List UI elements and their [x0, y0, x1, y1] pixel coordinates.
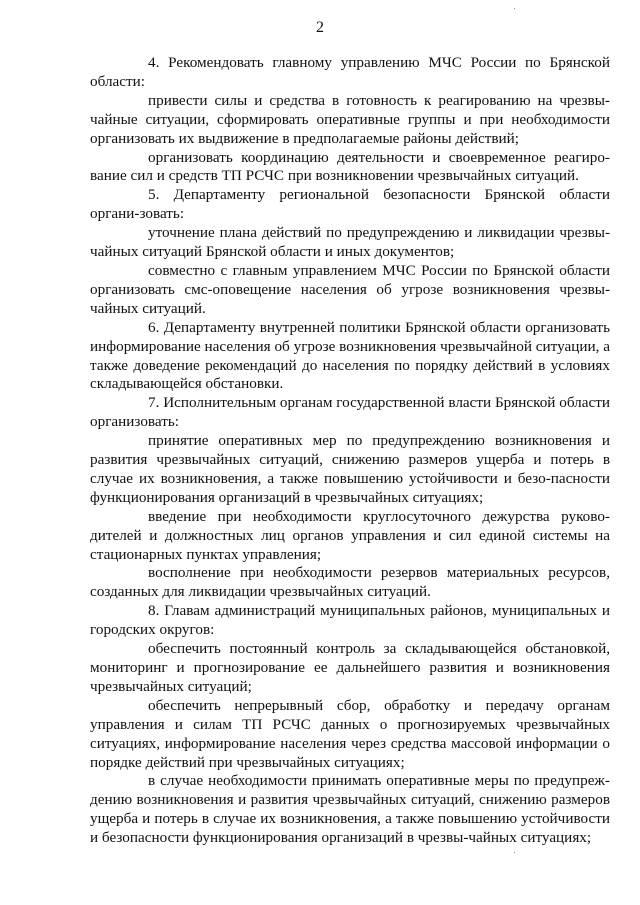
paragraph-sms-alert: совместно с главным управлением МЧС России по Брянской области организовать смс-оповещение населения об угрозе возникновения чрезвы-чайных ситуаций. — [90, 261, 610, 317]
scan-speck — [514, 852, 515, 853]
paragraph-item-8: 8. Главам администраций муниципальных районов, муниципальных и городских округов: — [90, 602, 610, 639]
paragraph-plan-refinement: уточнение плана действий по предупреждению и ликвидации чрезвы-чайных ситуаций Брянской области и иных документов; — [90, 224, 610, 261]
paragraph-forces-readiness: привести силы и средства в готовность к реагированию на чрезвы-чайные ситуации, сформировать оперативные группы и при необходимости организовать их выдвижение в предполагаемые районы действий; — [90, 91, 610, 147]
paragraph-item-6: 6. Департаменту внутренней политики Брянской области организовать информирование населения об угрозе возникновения чрезвычайной ситуации, а также доведение рекомендаций до населения по порядку действий в условиях складывающейся обстановки. — [90, 318, 610, 393]
paragraph-item-4: 4. Рекомендовать главному управлению МЧС России по Брянской области: — [90, 54, 610, 90]
paragraph-reserves: восполнение при необходимости резервов материальных ресурсов, созданных для ликвидации чрезвычайных ситуаций. — [90, 564, 610, 601]
paragraph-monitoring: обеспечить постоянный контроль за складывающейся обстановкой, мониторинг и прогнозирование ее дальнейшего развития и возникновения чрезвычайных ситуаций; — [90, 640, 610, 695]
paragraph-item-7: 7. Исполнительным органам государственной власти Брянской области организовать: — [90, 394, 611, 431]
paragraph-operational-measures: принятие оперативных мер по предупреждению возникновения и развития чрезвычайных ситуаций, снижению размеров ущерба и потерь в случае их возникновения, а также повышению устойчивости и безо-пасности функционирования организаций в чрезвычайных ситуациях; — [90, 432, 610, 506]
scan-speck — [514, 8, 515, 9]
page-number: 2 — [316, 19, 324, 36]
paragraph-duty-introduction: введение при необходимости круглосуточного дежурства руково-дителей и должностных лиц органов управления и сил единой системы на стационарных пунктах управления; — [90, 507, 610, 563]
paragraph-coordination: организовать координацию деятельности и своевременное реагиро-вание сил и средств ТП РСЧС при возникновении чрезвычайных ситуаций. — [90, 148, 610, 185]
paragraph-item-5: 5. Департаменту региональной безопасности Брянской области органи-зовать: — [90, 186, 610, 223]
document-body — [90, 54, 610, 848]
paragraph-data-collection: обеспечить непрерывный сбор, обработку и передачу органам управления и силам ТП РСЧС данных о прогнозируемых чрезвычайных ситуациях, информирование населения через средства массовой информации о порядке действий при чрезвычайных ситуациях; — [90, 696, 610, 771]
paragraph-preventive-measures: в случае необходимости принимать оперативные меры по предупреж-дению возникновения и развития чрезвычайных ситуаций, снижению размеров ущерба и потерь в случае их возникновения, а также повышению устойчивости и безопасности функционирования организаций в чрезвы-чайных ситуациях; — [90, 772, 610, 847]
